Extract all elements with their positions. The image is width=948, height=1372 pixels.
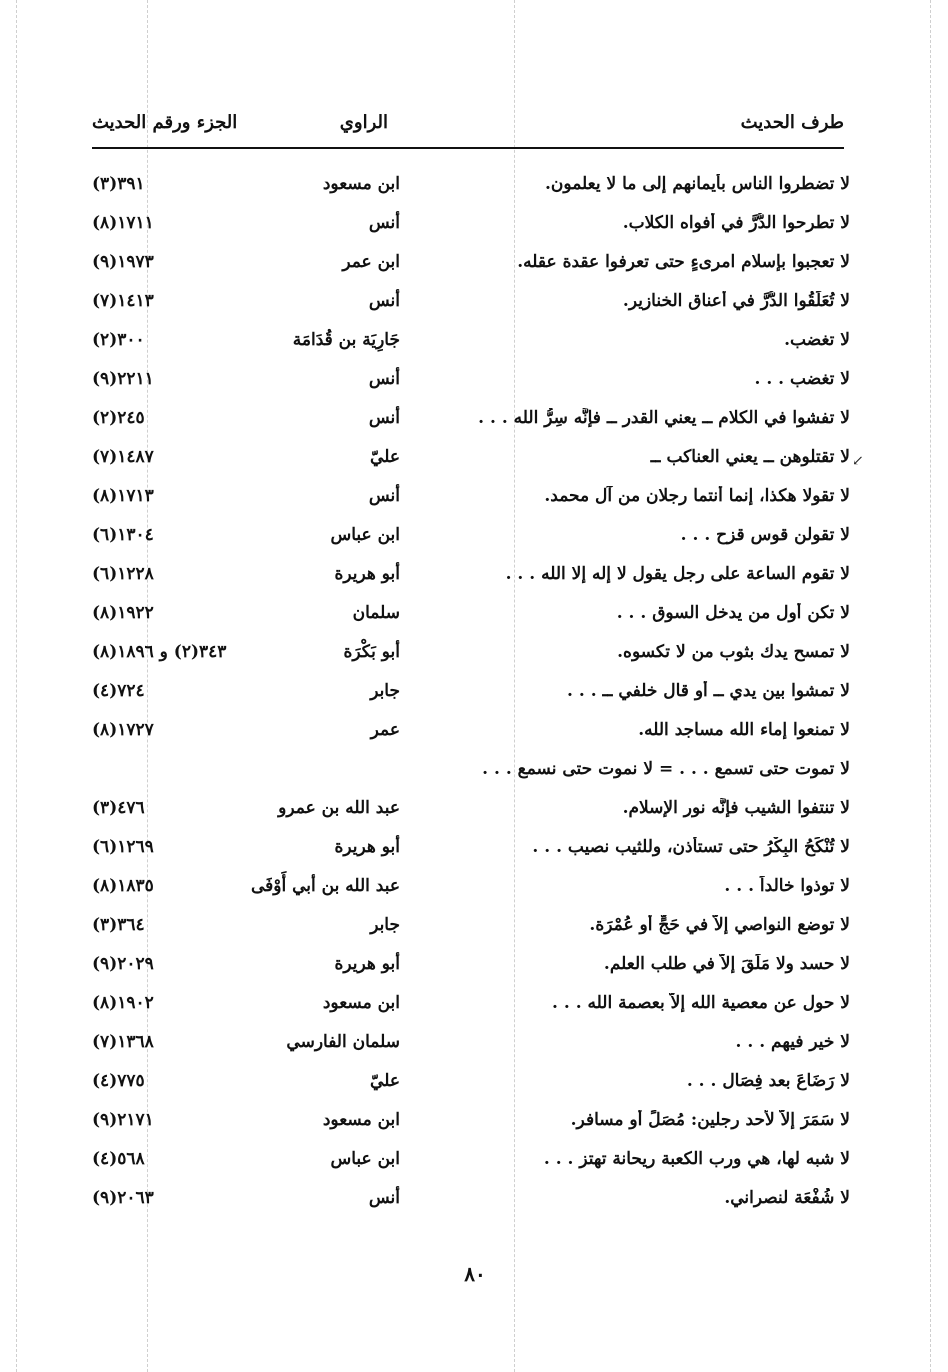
volume-reference: ١٣٦٨(٧) bbox=[92, 1032, 154, 1052]
table-row bbox=[90, 441, 850, 480]
table-row bbox=[90, 714, 850, 753]
narrator: ابن مسعود bbox=[322, 1110, 400, 1130]
volume-reference: ٣٠٠(٢) bbox=[92, 330, 145, 350]
hadith-text: لا تقتلوهن ــ يعني العناكب ــ bbox=[650, 447, 850, 467]
table-row bbox=[90, 207, 850, 246]
table-row bbox=[90, 792, 850, 831]
volume-reference: ١٢٦٩(٦) bbox=[92, 837, 154, 857]
hadith-text: لا سَمَرَ إلاَّ لأحد رجلين: مُصَلٍّ أو مسافر. bbox=[570, 1110, 850, 1130]
margin-annotation: ↙ bbox=[852, 453, 864, 469]
table-row bbox=[90, 870, 850, 909]
page-number: ٨٠ bbox=[464, 1262, 486, 1286]
volume-reference: ١٩٧٣(٩) bbox=[92, 252, 154, 272]
table-row bbox=[90, 324, 850, 363]
table-row bbox=[90, 285, 850, 324]
hadith-text: لا تمنعوا إماء الله مساجد الله. bbox=[638, 720, 850, 740]
volume-reference: ٢٠٢٩(٩) bbox=[92, 954, 154, 974]
narrator: ابن عمر bbox=[342, 252, 400, 272]
table-row bbox=[90, 597, 850, 636]
hadith-text: لا تضطروا الناس بأيمانهم إلى ما لا يعلمون. bbox=[545, 174, 850, 194]
header-rule bbox=[92, 147, 844, 149]
narrator: سلمان bbox=[352, 603, 400, 623]
narrator: عليّ bbox=[370, 1071, 400, 1091]
table-row bbox=[90, 558, 850, 597]
narrator: ابن عباس bbox=[330, 525, 400, 545]
hadith-text: لا تموت حتى تسمع . . . = لا نموت حتى نسمع . . . bbox=[482, 759, 850, 779]
narrator: جابر bbox=[370, 681, 400, 701]
hadith-text: لا حسد ولا مَلَقَ إلاَّ في طلب العلم. bbox=[603, 954, 850, 974]
volume-reference: ١٢٢٨(٦) bbox=[92, 564, 154, 584]
volume-reference: ١٤٨٧(٧) bbox=[92, 447, 154, 467]
table-row bbox=[90, 519, 850, 558]
table-row bbox=[90, 402, 850, 441]
scan-margin-line bbox=[930, 0, 931, 1372]
narrator: أنس bbox=[368, 408, 400, 428]
volume-reference: ٣٦٤(٣) bbox=[92, 915, 145, 935]
table-row bbox=[90, 1143, 850, 1182]
volume-reference: ١٩٢٢(٨) bbox=[92, 603, 154, 623]
column-header-reference: الجزء ورقم الحديث bbox=[92, 112, 238, 133]
volume-reference: ٣٤٣(٢) و ١٨٩٦(٨) bbox=[92, 642, 227, 662]
table-row bbox=[90, 246, 850, 285]
narrator: أنس bbox=[368, 291, 400, 311]
narrator: عبد الله بن أبي أَوْفَى bbox=[250, 876, 400, 896]
hadith-text: لا شبه لها، هي ورب الكعبة ريحانة تهتز . . . bbox=[543, 1149, 850, 1169]
hadith-text: لا تُعَلِّقُوا الدُّرَّ في أعناق الخنازير. bbox=[622, 291, 850, 311]
table-row bbox=[90, 1104, 850, 1143]
hadith-text: لا تكن أول من يدخل السوق . . . bbox=[616, 603, 850, 623]
narrator: أنس bbox=[368, 1188, 400, 1208]
volume-reference: ٣٩١(٣) bbox=[92, 174, 145, 194]
volume-reference: ٤٧٦(٣) bbox=[92, 798, 145, 818]
volume-reference: ١٧٢٧(٨) bbox=[92, 720, 154, 740]
table-row bbox=[90, 480, 850, 519]
hadith-text: لا تفشوا في الكلام ــ يعني القدر ــ فإنَّه سِرُّ الله . . . bbox=[478, 408, 850, 428]
volume-reference: ١٨٣٥(٨) bbox=[92, 876, 154, 896]
table-row bbox=[90, 1065, 850, 1104]
narrator: جابر bbox=[370, 915, 400, 935]
volume-reference: ٢٠٦٣(٩) bbox=[92, 1188, 154, 1208]
hadith-text: لا خير فيهم . . . bbox=[735, 1032, 850, 1052]
volume-reference: ٧٧٥(٤) bbox=[92, 1071, 145, 1091]
volume-reference: ١٤١٣(٧) bbox=[92, 291, 154, 311]
volume-reference: ١٧١١(٨) bbox=[92, 213, 154, 233]
volume-reference: ٢١٧١(٩) bbox=[92, 1110, 154, 1130]
table-row bbox=[90, 168, 850, 207]
hadith-text: لا تعجبوا بإسلام امرىءٍ حتى تعرفوا عقدة عقله. bbox=[517, 252, 850, 272]
narrator: ابن مسعود bbox=[322, 993, 400, 1013]
table-row bbox=[90, 753, 850, 792]
volume-reference: ١٩٠٢(٨) bbox=[92, 993, 154, 1013]
hadith-text: لا شُفْعَة لنصراني. bbox=[724, 1188, 850, 1208]
hadith-text: لا توذوا خالداً . . . bbox=[724, 876, 850, 896]
table-row bbox=[90, 1026, 850, 1065]
volume-reference: ٢٢١١(٩) bbox=[92, 369, 154, 389]
narrator: أنس bbox=[368, 486, 400, 506]
narrator: ابن عباس bbox=[330, 1149, 400, 1169]
hadith-text: لا تغضب . . . bbox=[754, 369, 850, 389]
table-row bbox=[90, 675, 850, 714]
narrator: أنس bbox=[368, 369, 400, 389]
hadith-text: لا تقوم الساعة على رجل يقول لا إله إلا الله . . . bbox=[505, 564, 850, 584]
narrator: أبو هريرة bbox=[334, 837, 400, 857]
volume-reference: ٥٦٨(٤) bbox=[92, 1149, 145, 1169]
column-header-narrator: الراوي bbox=[339, 112, 388, 133]
hadith-text: لا رَضَاعَ بعد فِصَال . . . bbox=[686, 1071, 850, 1091]
hadith-index-table bbox=[90, 168, 850, 1221]
volume-reference: ٢٤٥(٢) bbox=[92, 408, 145, 428]
hadith-text: لا تنتفوا الشيب فإنَّه نور الإسلام. bbox=[622, 798, 850, 818]
narrator: أنس bbox=[368, 213, 400, 233]
table-row bbox=[90, 909, 850, 948]
volume-reference: ١٧١٣(٨) bbox=[92, 486, 154, 506]
hadith-text: لا تقولا هكذا، إنما أنتما رجلان من آل محمد. bbox=[544, 486, 850, 506]
table-row bbox=[90, 831, 850, 870]
narrator: أبو بَكْرَة bbox=[343, 642, 400, 662]
volume-reference: ١٣٠٤(٦) bbox=[92, 525, 154, 545]
table-row bbox=[90, 948, 850, 987]
narrator: عليّ bbox=[370, 447, 400, 467]
hadith-text: لا تمشوا بين يدي ــ أو قال خلفي ــ . . . bbox=[567, 681, 850, 701]
hadith-text: لا توضع النواصي إلاَّ في حَجٍّ أو عُمْرَة. bbox=[589, 915, 850, 935]
narrator: عمر bbox=[370, 720, 400, 740]
hadith-text: لا تمسح يدك بثوب من لا تكسوه. bbox=[617, 642, 850, 662]
narrator: سلمان الفارسي bbox=[286, 1032, 400, 1052]
table-row bbox=[90, 1182, 850, 1221]
hadith-text: لا تغضب. bbox=[784, 330, 850, 350]
narrator: أبو هريرة bbox=[334, 954, 400, 974]
hadith-text: لا حول عن معصية الله إلاَّ بعصمة الله . . . bbox=[552, 993, 850, 1013]
scan-margin-line bbox=[16, 0, 17, 1372]
narrator: أبو هريرة bbox=[334, 564, 400, 584]
column-header-hadith: طرف الحديث bbox=[740, 112, 844, 133]
volume-reference: ٧٢٤(٤) bbox=[92, 681, 145, 701]
hadith-text: لا تُنْكَحُ البِكْرُ حتى تستأذن، وللثيب نصيب . . . bbox=[532, 837, 850, 857]
hadith-text: لا تقولن قوس قزح . . . bbox=[680, 525, 850, 545]
table-row bbox=[90, 636, 850, 675]
narrator: عبد الله بن عمرو bbox=[278, 798, 400, 818]
table-row bbox=[90, 987, 850, 1026]
narrator: ابن مسعود bbox=[322, 174, 400, 194]
narrator: جَارِيَة بن قُدَامَة bbox=[292, 330, 400, 350]
table-row bbox=[90, 363, 850, 402]
hadith-text: لا تطرحوا الدُّرَّ في أفواه الكلاب. bbox=[622, 213, 850, 233]
